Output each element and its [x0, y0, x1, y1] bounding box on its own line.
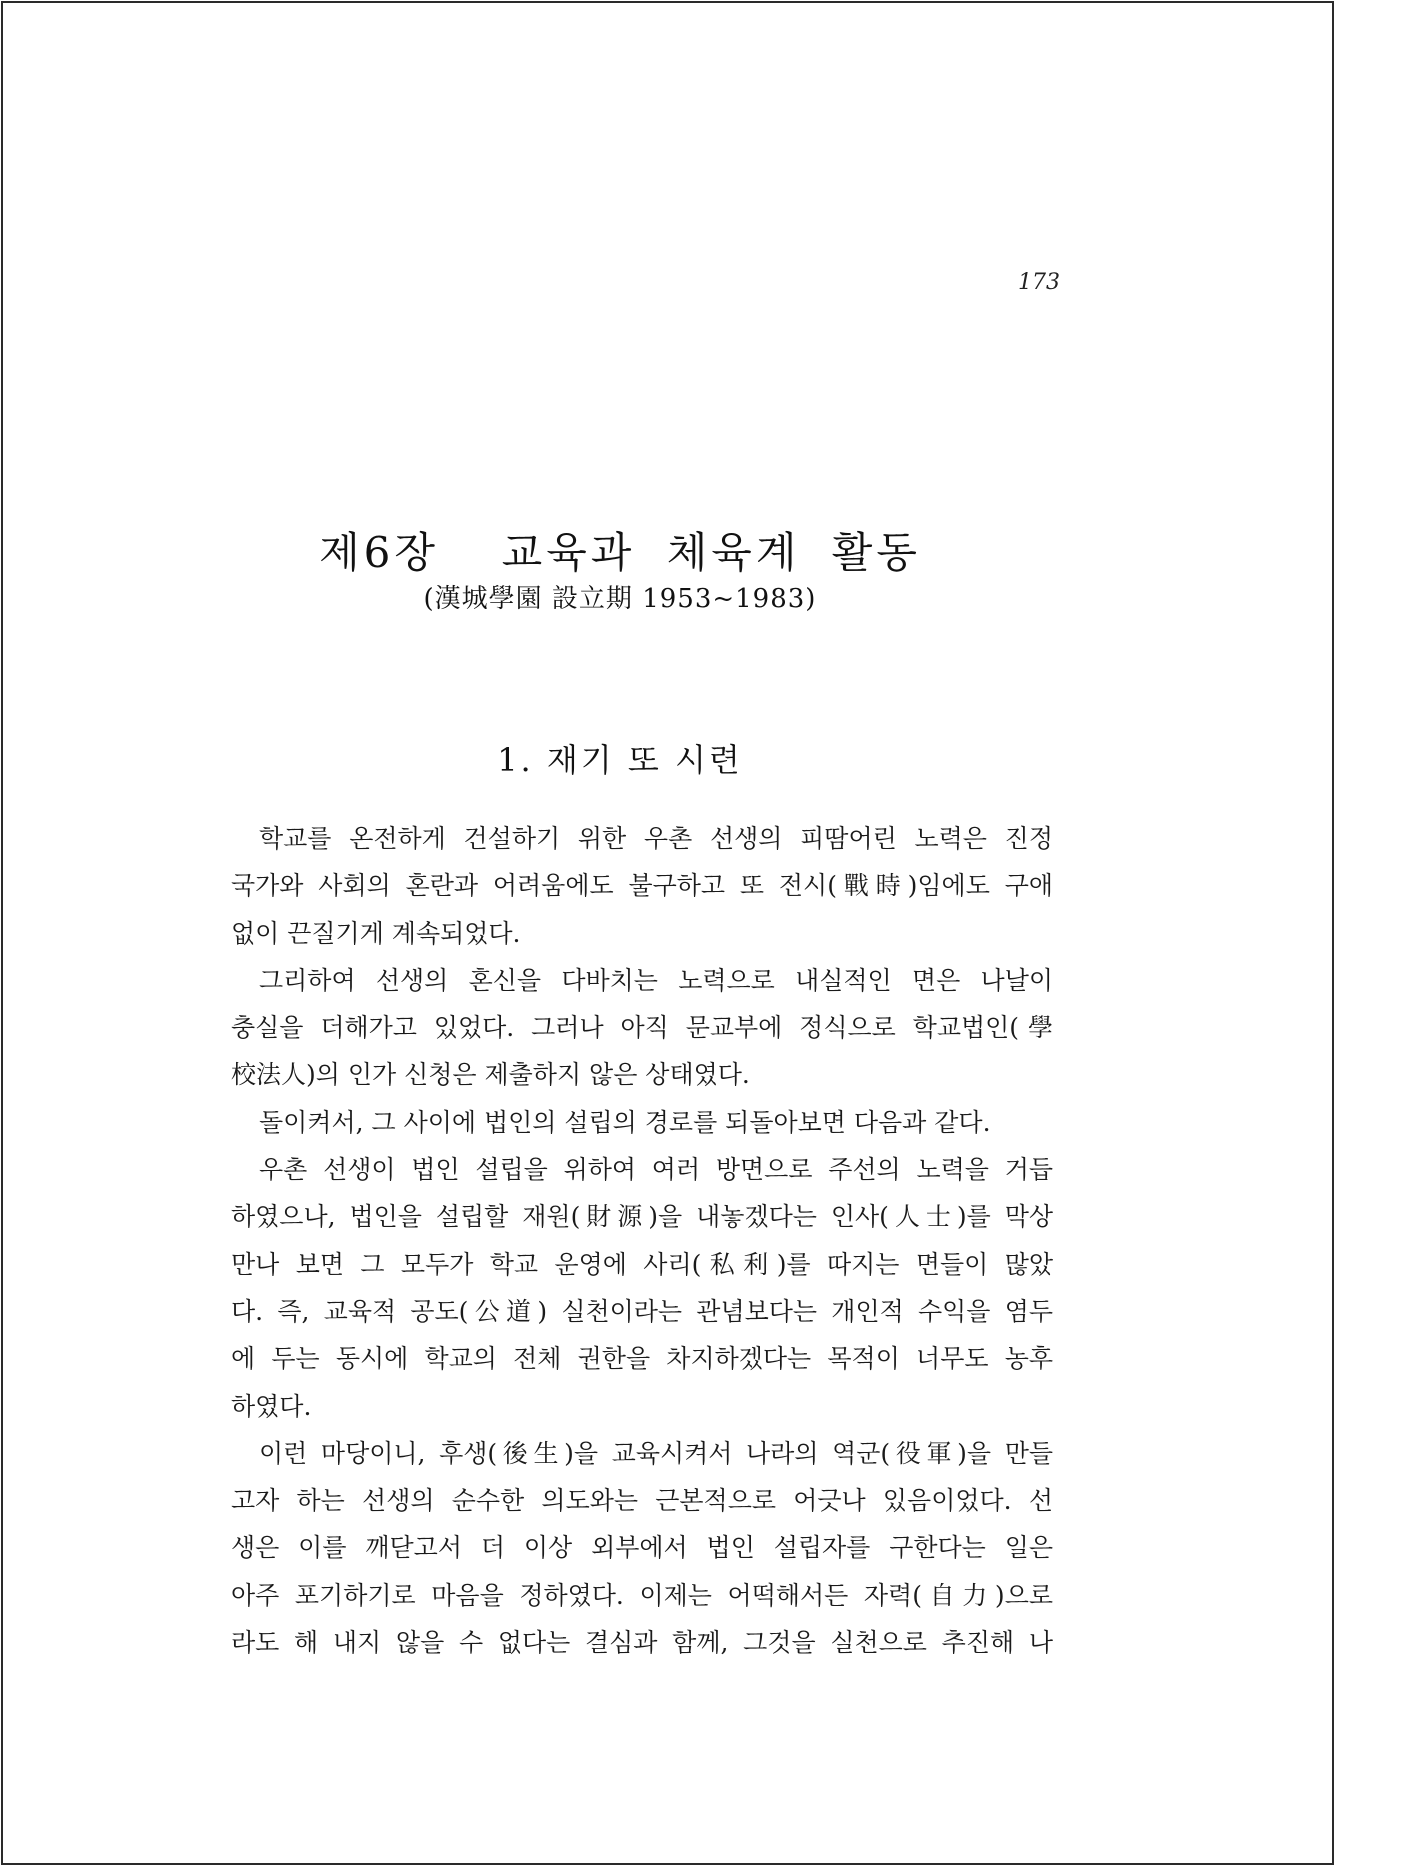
page-number: 173	[1018, 270, 1060, 295]
body-line: 충실을 더해가고 있었다. 그러나 아직 문교부에 정식으로 학교법인(學	[231, 1013, 1053, 1043]
body-line: 학교를 온전하게 건설하기 위한 우촌 선생의 피땀어린 노력은 진정	[259, 824, 1053, 853]
body-line: 국가와 사회의 혼란과 어려움에도 불구하고 또 전시(戰時)임에도 구애	[231, 871, 1053, 901]
body-line: 돌이켜서, 그 사이에 법인의 설립의 경로를 되돌아보면 다음과 같다.	[259, 1107, 991, 1137]
body-line: 다. 즉, 교육적 공도(公道) 실천이라는 관념보다는 개인적 수익을 염두	[231, 1296, 1053, 1326]
body-line: 라도 해 내지 않을 수 없다는 결심과 함께, 그것을 실천으로 추진해 나	[231, 1628, 1053, 1658]
chapter-subtitle: (漢城學園 設立期 1953~1983)	[423, 584, 817, 614]
section-title: 1. 재기 또 시련	[497, 741, 743, 779]
body-line: 校法人)의 인가 신청은 제출하지 않은 상태였다.	[231, 1060, 750, 1090]
page-edge-shadow	[1334, 1, 1405, 1868]
body-line: 생은 이를 깨닫고서 더 이상 외부에서 법인 설립자를 구한다는 일은	[231, 1533, 1053, 1563]
body-line: 에 두는 동시에 학교의 전체 권한을 차지하겠다는 목적이 너무도 농후	[231, 1344, 1053, 1374]
body-line: 아주 포기하기로 마음을 정하였다. 이제는 어떡해서든 자력(自力)으로	[231, 1580, 1053, 1610]
body-line: 하였다.	[231, 1391, 312, 1421]
body-line: 하였으나, 법인을 설립할 재원(財源)을 내놓겠다는 인사(人士)를 막상	[231, 1202, 1053, 1232]
body-line: 없이 끈질기게 계속되었다.	[231, 918, 521, 948]
body-line: 우촌 선생이 법인 설립을 위하여 여러 방면으로 주선의 노력을 거듭	[259, 1155, 1053, 1185]
body-line: 만나 보면 그 모두가 학교 운영에 사리(私利)를 따지는 면들이 많았	[231, 1249, 1053, 1279]
chapter-title: 제6장 교육과 체육계 활동	[319, 528, 921, 577]
body-line: 이런 마당이니, 후생(後生)을 교육시켜서 나라의 역군(役軍)을 만들	[259, 1438, 1053, 1468]
body-line: 고자 하는 선생의 순수한 의도와는 근본적으로 어긋나 있음이었다. 선	[231, 1486, 1053, 1516]
body-line: 그리하여 선생의 혼신을 다바치는 노력으로 내실적인 면은 나날이	[259, 965, 1053, 995]
body-text	[231, 815, 1053, 1666]
